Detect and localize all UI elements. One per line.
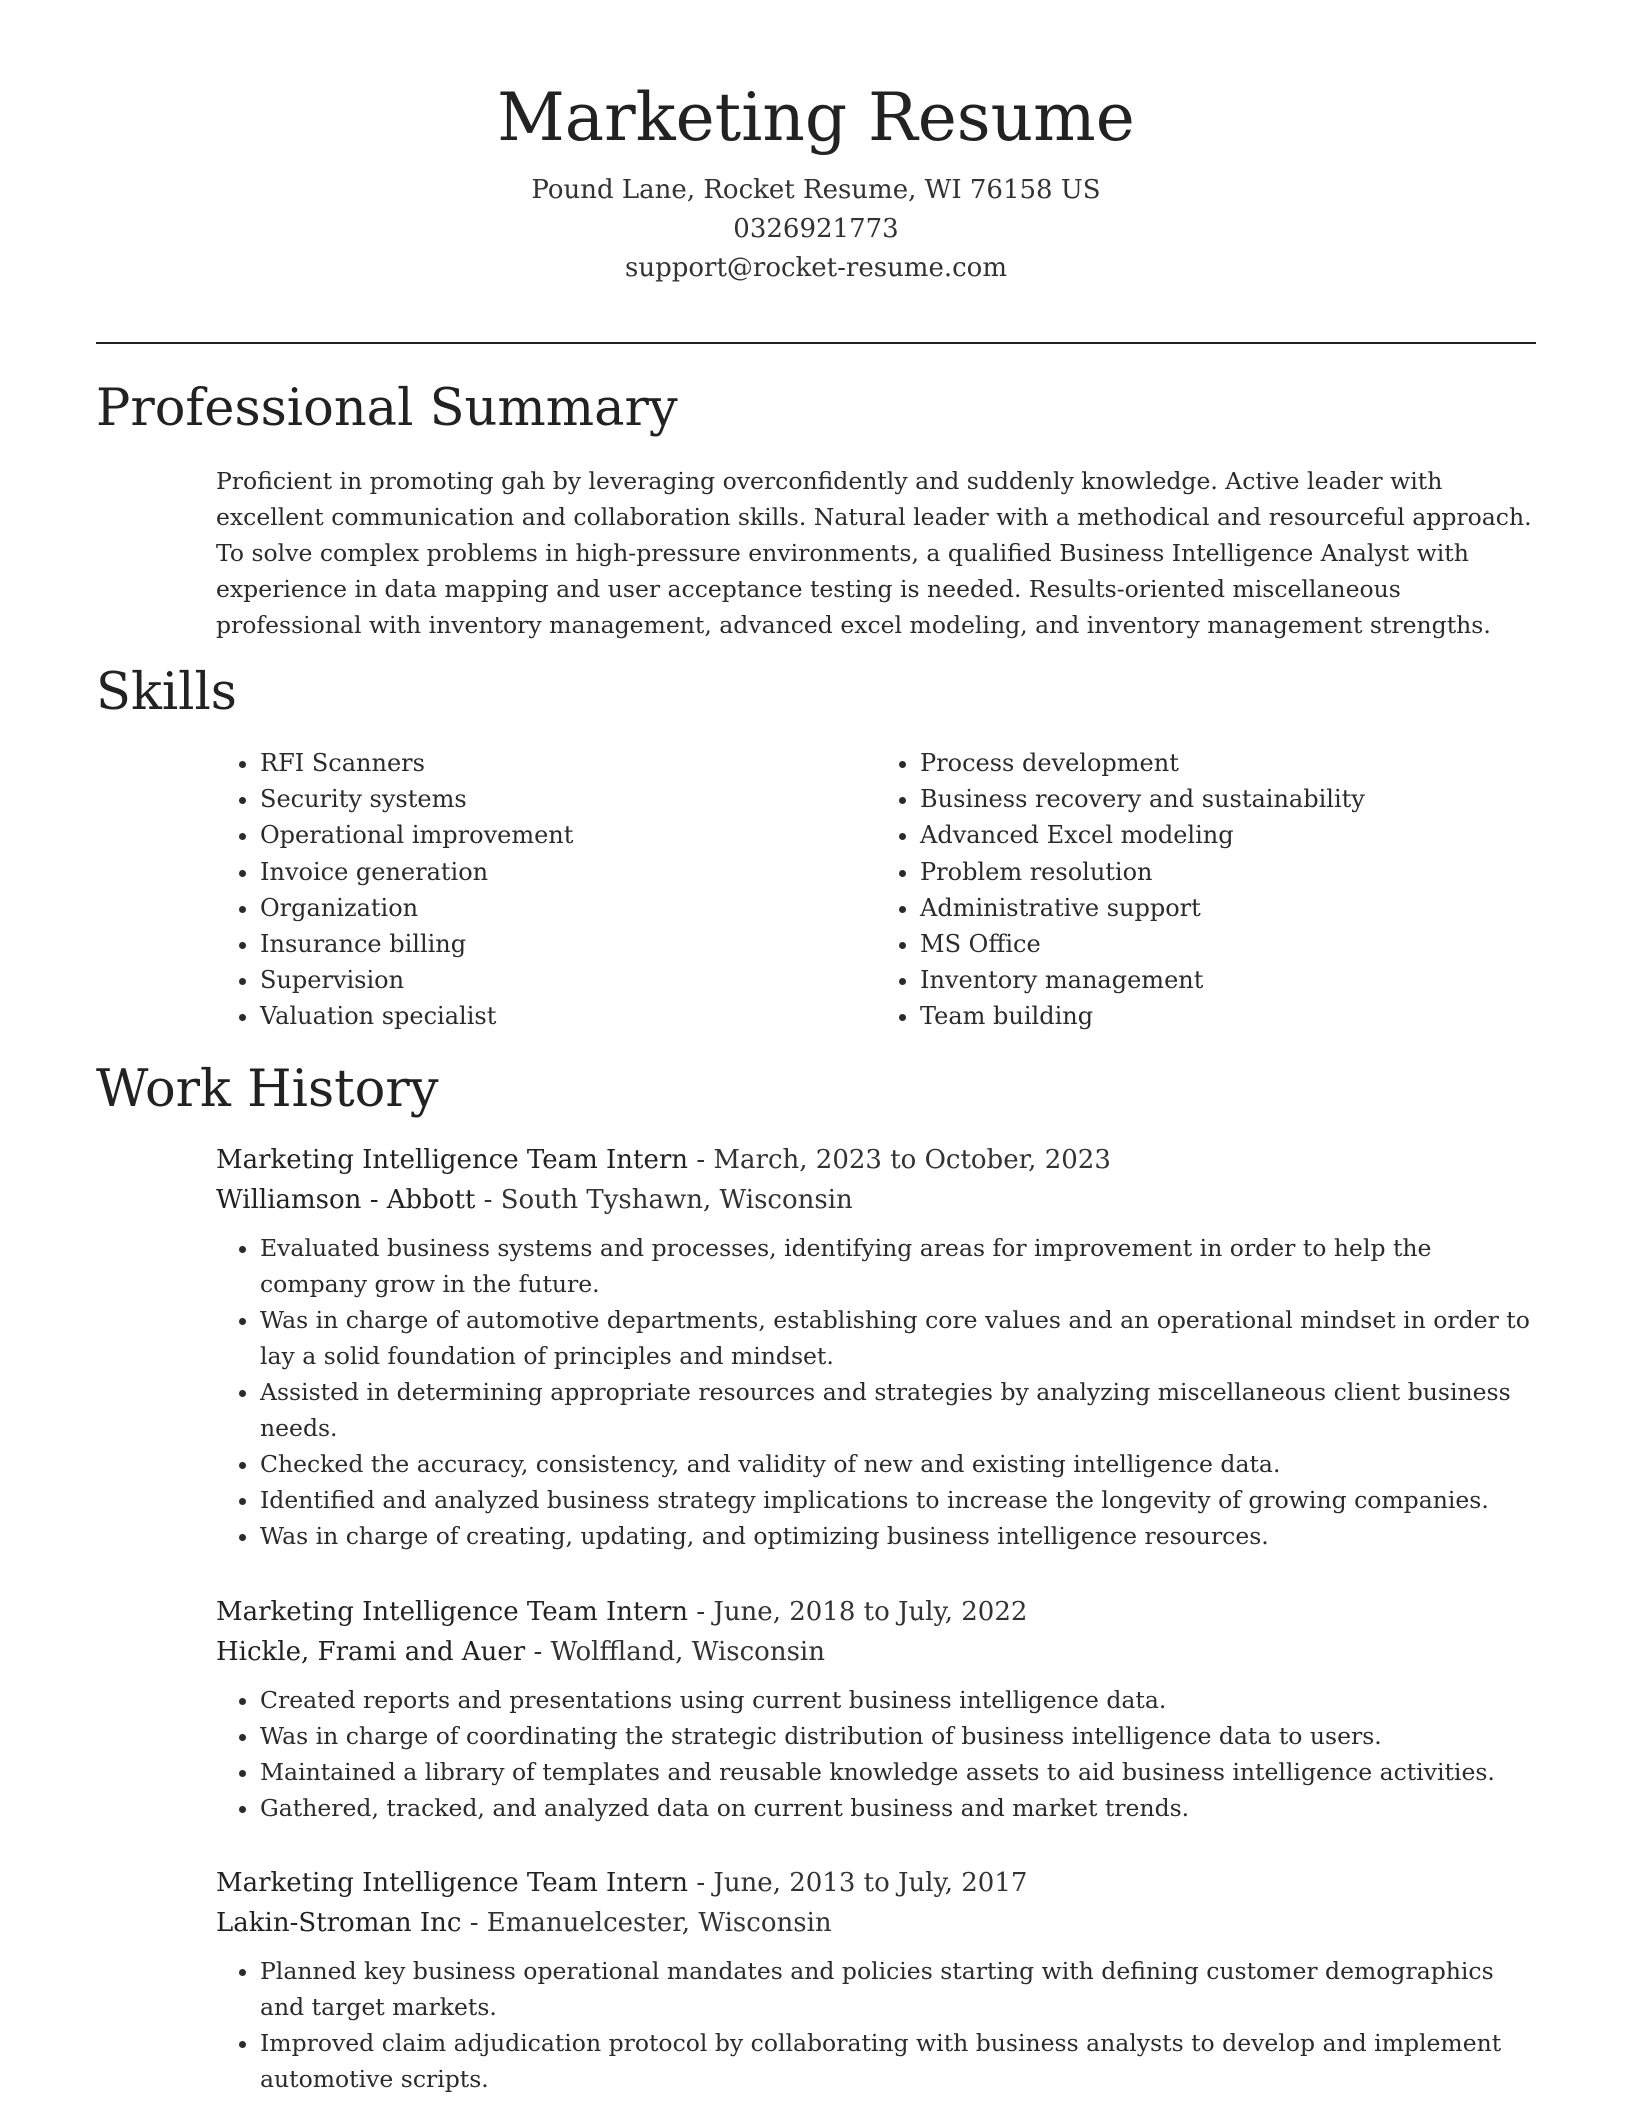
job-company-line <box>216 1903 1536 1943</box>
skill-item: • Valuation specialist <box>260 998 876 1034</box>
job-bullets <box>216 1953 1536 2097</box>
skill-item: • Security systems <box>260 781 876 817</box>
separator: - <box>475 1185 501 1215</box>
skill-item: • Administrative support <box>920 890 1536 926</box>
skill-item: • MS Office <box>920 926 1536 962</box>
job-company: Lakin-Stroman Inc <box>216 1908 462 1938</box>
contact-email: support@rocket-resume.com <box>624 253 1007 284</box>
job-dates: June, 2013 to July, 2017 <box>713 1868 1028 1898</box>
job-bullet: • Was in charge of creating, updating, and optimizing business intelligence resources. <box>260 1518 1536 1554</box>
separator: - <box>688 1868 714 1898</box>
job-entry <box>216 1592 1536 1826</box>
job-bullets <box>216 1682 1536 1826</box>
summary-heading: Professional Summary <box>96 379 678 438</box>
job-bullets <box>216 1230 1536 1554</box>
skill-item: • RFI Scanners <box>260 745 876 781</box>
job-company-line <box>216 1632 1536 1672</box>
skill-item: • Business recovery and sustainability <box>920 781 1536 817</box>
job-bullet: • Planned key business operational mandates and policies starting with defining customer demographics and target markets. <box>260 1953 1536 2025</box>
job-company: Hickle, Frami and Auer <box>216 1637 526 1667</box>
job-location: Wolffland, Wisconsin <box>550 1637 825 1667</box>
job-entry <box>216 1863 1536 2097</box>
skill-item: • Operational improvement <box>260 817 876 853</box>
work-history-heading: Work History <box>96 1060 439 1119</box>
job-location: Emanuelcester, Wisconsin <box>486 1908 832 1938</box>
skill-item: • Organization <box>260 890 876 926</box>
skills-heading: Skills <box>96 663 237 722</box>
skills-column-right <box>876 745 1536 1035</box>
skill-item: • Problem resolution <box>920 854 1536 890</box>
resume-name: Marketing Resume <box>497 79 1135 156</box>
job-bullet: • Identified and analyzed business strategy implications to increase the longevity of growing companies. <box>260 1482 1536 1518</box>
skills-list <box>216 745 1536 1035</box>
job-bullet: • Improved claim adjudication protocol by collaborating with business analysts to develop and implement automotive scripts. <box>260 2025 1536 2097</box>
separator: - <box>461 1908 487 1938</box>
job-bullet: • Gathered, tracked, and analyzed data on current business and market trends. <box>260 1790 1536 1826</box>
job-dates: March, 2023 to October, 2023 <box>713 1145 1111 1175</box>
job-title: Marketing Intelligence Team Intern <box>216 1868 689 1898</box>
job-company: Williamson - Abbott <box>216 1185 476 1215</box>
contact-address: Pound Lane, Rocket Resume, WI 76158 US <box>531 175 1101 206</box>
skill-item: • Advanced Excel modeling <box>920 817 1536 853</box>
job-title: Marketing Intelligence Team Intern <box>216 1597 689 1627</box>
skills-column-left <box>216 745 876 1035</box>
job-title-line <box>216 1592 1536 1632</box>
job-bullet: • Was in charge of automotive departments, establishing core values and an operational mindset in order to lay a solid foundation of principles and mindset. <box>260 1302 1536 1374</box>
separator: - <box>688 1597 714 1627</box>
job-bullet: • Created reports and presentations using current business intelligence data. <box>260 1682 1536 1718</box>
job-dates: June, 2018 to July, 2022 <box>713 1597 1028 1627</box>
contact-phone: 0326921773 <box>733 214 899 245</box>
job-title: Marketing Intelligence Team Intern <box>216 1145 689 1175</box>
skill-item: • Supervision <box>260 962 876 998</box>
resume-header <box>0 78 1632 288</box>
job-bullet: • Maintained a library of templates and reusable knowledge assets to aid business intelligence activities. <box>260 1754 1536 1790</box>
skill-item: • Inventory management <box>920 962 1536 998</box>
job-bullet: • Evaluated business systems and processes, identifying areas for improvement in order to help the company grow in the future. <box>260 1230 1536 1302</box>
job-title-line <box>216 1140 1536 1180</box>
skill-item: • Invoice generation <box>260 854 876 890</box>
skill-item: • Team building <box>920 998 1536 1034</box>
skill-item: • Insurance billing <box>260 926 876 962</box>
skill-item: • Process development <box>920 745 1536 781</box>
job-title-line <box>216 1863 1536 1903</box>
job-company-line <box>216 1180 1536 1220</box>
summary-text: Proficient in promoting gah by leveraging overconfidently and suddenly knowledge. Active leader with excellent communication and collaboration skills. Natural leader with a methodical and resourceful approach. To solve complex problems in high-pressure environments, a qualified Business Intelligence Analyst with experience in data mapping and user acceptance testing is needed. Results-oriented miscellaneous professional with inventory management, advanced excel modeling, and inventory management strengths. <box>216 467 1532 639</box>
separator: - <box>525 1637 551 1667</box>
header-divider <box>96 342 1536 344</box>
job-entry <box>216 1140 1536 1554</box>
job-bullet: • Assisted in determining appropriate resources and strategies by analyzing miscellaneous client business needs. <box>260 1374 1536 1446</box>
separator: - <box>688 1145 714 1175</box>
job-location: South Tyshawn, Wisconsin <box>500 1185 853 1215</box>
job-bullet: • Checked the accuracy, consistency, and validity of new and existing intelligence data. <box>260 1446 1536 1482</box>
job-bullet: • Was in charge of coordinating the strategic distribution of business intelligence data to users. <box>260 1718 1536 1754</box>
